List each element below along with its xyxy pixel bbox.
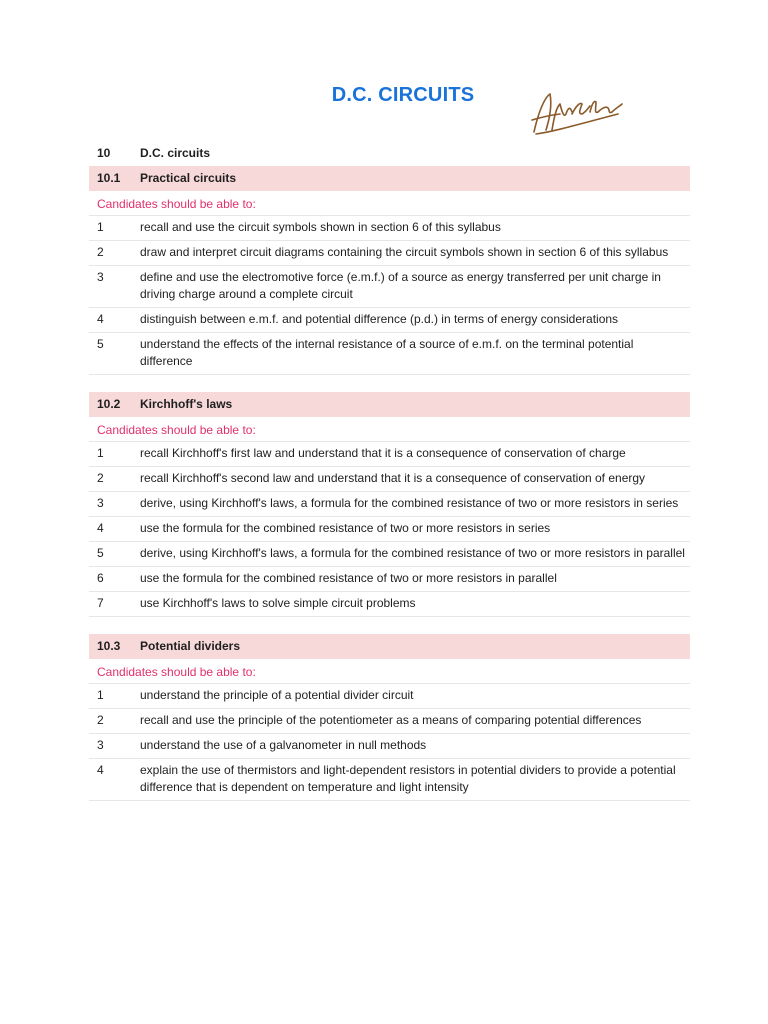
list-item: [89, 442, 690, 467]
item-text: understand the principle of a potential divider circuit: [140, 688, 414, 702]
list-item: [89, 308, 690, 333]
item-text: derive, using Kirchhoff's laws, a formula for the combined resistance of two or more resistors in series: [140, 496, 679, 510]
item-number: 4: [97, 763, 104, 777]
list-item: [89, 266, 690, 308]
item-text: use the formula for the combined resistance of two or more resistors in parallel: [140, 571, 557, 585]
list-item: [89, 592, 690, 617]
section-intro: Candidates should be able to:: [89, 659, 690, 684]
item-number: 3: [97, 270, 104, 284]
item-text: understand the effects of the internal resistance of a source of e.m.f. on the terminal potential difference: [140, 337, 634, 368]
list-item: [89, 709, 690, 734]
item-text: distinguish between e.m.f. and potential difference (p.d.) in terms of energy considerations: [140, 312, 619, 326]
list-item: [89, 333, 690, 375]
list-item: [89, 241, 690, 266]
item-number: 3: [97, 496, 104, 510]
list-item: [89, 684, 690, 709]
item-text: derive, using Kirchhoff's laws, a formula for the combined resistance of two or more resistors in parallel: [140, 546, 685, 560]
section-title: Practical circuits: [140, 171, 237, 185]
item-number: 3: [97, 738, 104, 752]
item-text: explain the use of thermistors and light-dependent resistors in potential dividers to provide a potential difference that is dependent on temperature and light intensity: [140, 763, 676, 794]
item-text: use the formula for the combined resistance of two or more resistors in series: [140, 521, 551, 535]
item-number: 1: [97, 220, 104, 234]
item-text: recall and use the principle of the potentiometer as a means of comparing potential differences: [140, 713, 642, 727]
handwritten-signature: [522, 84, 632, 144]
section-number: 10.1: [97, 171, 121, 185]
list-item: [89, 734, 690, 759]
section-spacer: [89, 375, 690, 391]
topic-number: 10: [97, 146, 111, 160]
item-number: 4: [97, 521, 104, 535]
item-text: understand the use of a galvanometer in null methods: [140, 738, 427, 752]
section-header: [89, 392, 690, 417]
item-number: 1: [97, 446, 104, 460]
item-number: 1: [97, 688, 104, 702]
section-header: [89, 634, 690, 659]
list-item: [89, 759, 690, 801]
section-header: [89, 166, 690, 191]
section-title: Potential dividers: [140, 639, 241, 653]
list-item: [89, 216, 690, 241]
list-item: [89, 567, 690, 592]
list-item: [89, 542, 690, 567]
list-item: [89, 517, 690, 542]
item-text: recall Kirchhoff's first law and understand that it is a consequence of conservation of charge: [140, 446, 626, 460]
item-text: recall and use the circuit symbols shown in section 6 of this syllabus: [140, 220, 501, 234]
syllabus-table: [89, 142, 690, 801]
item-text: define and use the electromotive force (e.m.f.) of a source as energy transferred per unit charge in driving charge around a complete circuit: [140, 270, 661, 301]
item-number: 7: [97, 596, 104, 610]
item-number: 2: [97, 471, 104, 485]
section-intro: Candidates should be able to:: [89, 417, 690, 442]
list-item: [89, 492, 690, 517]
page-title: D.C. CIRCUITS: [331, 84, 475, 106]
section-title: Kirchhoff's laws: [140, 397, 233, 411]
item-text: use Kirchhoff's laws to solve simple circuit problems: [140, 596, 416, 610]
section-spacer: [89, 617, 690, 633]
topic-title: D.C. circuits: [140, 146, 211, 160]
item-number: 2: [97, 245, 104, 259]
item-number: 4: [97, 312, 104, 326]
section-intro: Candidates should be able to:: [89, 191, 690, 216]
topic-header: [89, 142, 690, 165]
item-text: recall Kirchhoff's second law and understand that it is a consequence of conservation of energy: [140, 471, 646, 485]
item-number: 5: [97, 337, 104, 351]
item-number: 5: [97, 546, 104, 560]
section-number: 10.3: [97, 639, 121, 653]
item-text: draw and interpret circuit diagrams containing the circuit symbols shown in section 6 of this syllabus: [140, 245, 669, 259]
item-number: 6: [97, 571, 104, 585]
list-item: [89, 467, 690, 492]
section-number: 10.2: [97, 397, 121, 411]
item-number: 2: [97, 713, 104, 727]
